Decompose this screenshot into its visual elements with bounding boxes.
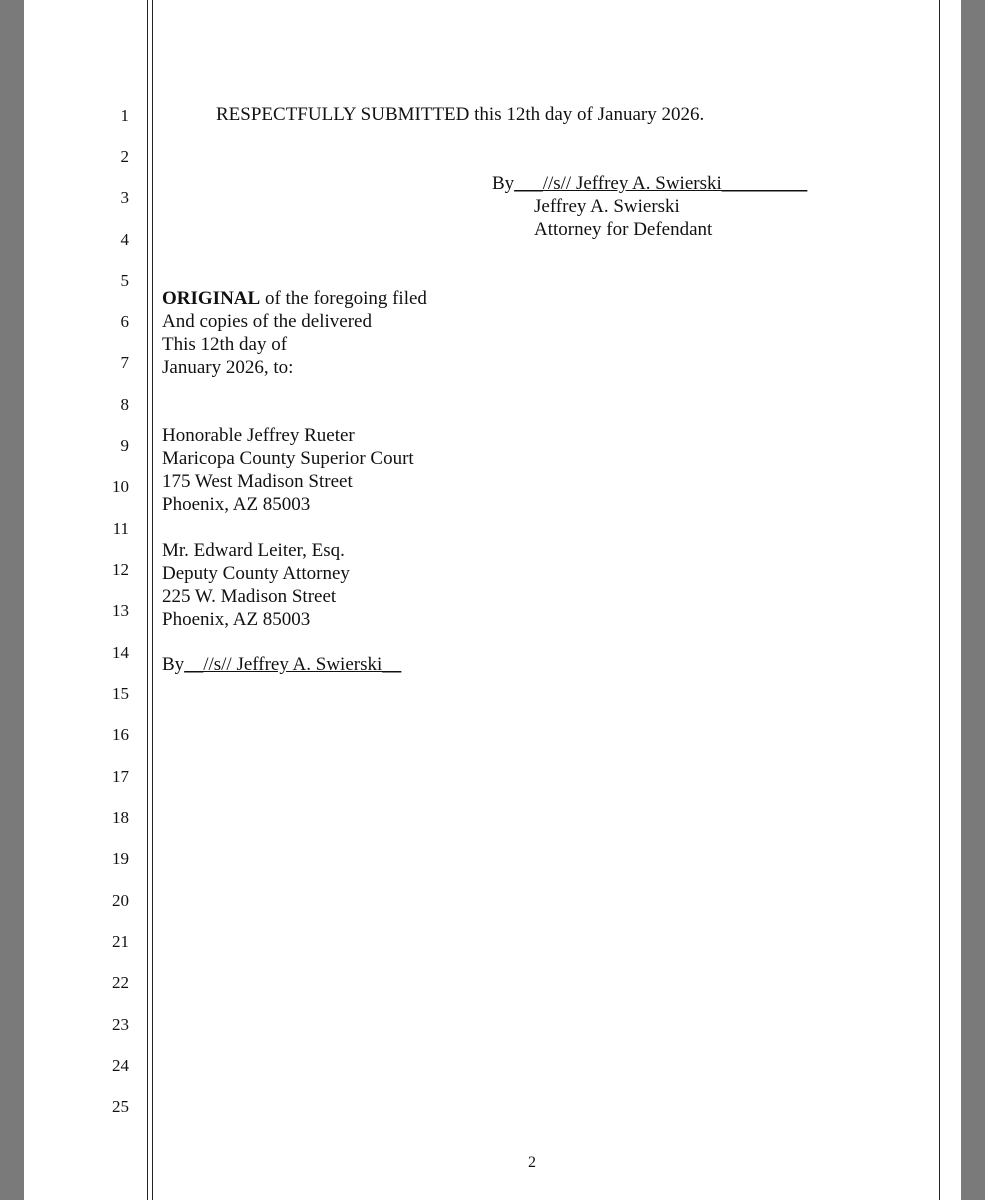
- certificate-line-4: January 2026, to:: [162, 357, 294, 378]
- recipient-attorney-line: Deputy County Attorney: [162, 563, 350, 584]
- recipient-court-line: Honorable Jeffrey Rueter: [162, 425, 355, 446]
- submission-statement: RESPECTFULLY SUBMITTED this 12th day of January 2026.: [216, 104, 705, 125]
- certificate-line-2: And copies of the delivered: [162, 311, 372, 332]
- margin-rule-left-outer: [147, 0, 148, 1200]
- page-number: 2: [528, 1154, 536, 1171]
- line-number: 4: [120, 230, 129, 249]
- recipient-attorney-line: Mr. Edward Leiter, Esq.: [162, 540, 345, 561]
- signer-name: Jeffrey A. Swierski: [534, 196, 680, 217]
- line-number: 11: [112, 519, 129, 538]
- by-label: By: [162, 654, 185, 675]
- line-number: 20: [112, 891, 129, 910]
- line-number: 1: [120, 106, 129, 125]
- line-number: 14: [112, 643, 129, 662]
- recipient-court-line: Phoenix, AZ 85003: [162, 494, 311, 515]
- line-number: 18: [112, 808, 129, 827]
- margin-rule-right: [939, 0, 940, 1200]
- electronic-signature: __//s// Jeffrey A. Swierski__: [184, 654, 402, 675]
- line-number: 12: [112, 560, 129, 579]
- certificate-line-1: [162, 287, 427, 310]
- line-number: 25: [112, 1097, 129, 1116]
- line-number: 22: [112, 973, 129, 992]
- line-number: 24: [112, 1056, 129, 1075]
- line-number: 23: [112, 1015, 129, 1034]
- original-label: ORIGINAL: [162, 288, 261, 309]
- line-number: 21: [112, 932, 129, 951]
- line-number: 9: [120, 436, 129, 455]
- line-number: 16: [112, 725, 129, 744]
- line-number: 2: [120, 147, 129, 166]
- margin-rule-left-inner: [152, 0, 153, 1200]
- recipient-court-line: 175 West Madison Street: [162, 471, 353, 492]
- signature-line: [492, 172, 807, 195]
- line-number: 8: [120, 395, 129, 414]
- line-number: 19: [112, 849, 129, 868]
- recipient-attorney-line: 225 W. Madison Street: [162, 586, 337, 607]
- certificate-line-1-text: of the foregoing filed: [260, 288, 427, 309]
- recipient-court-line: Maricopa County Superior Court: [162, 448, 414, 469]
- document-page: [24, 0, 961, 1200]
- by-label: By: [492, 173, 515, 194]
- line-number: 13: [112, 601, 129, 620]
- line-number: 6: [120, 312, 129, 331]
- line-number: 7: [120, 353, 129, 372]
- line-number: 3: [120, 188, 129, 207]
- line-number: 15: [112, 684, 129, 703]
- electronic-signature: ___//s// Jeffrey A. Swierski_________: [514, 173, 808, 194]
- final-signature-line: [162, 653, 401, 676]
- certificate-line-3: This 12th day of: [162, 334, 288, 355]
- recipient-attorney-line: Phoenix, AZ 85003: [162, 609, 311, 630]
- line-number: 10: [112, 477, 129, 496]
- line-number: 5: [120, 271, 129, 290]
- line-number: 17: [112, 767, 129, 786]
- signer-title: Attorney for Defendant: [534, 219, 713, 240]
